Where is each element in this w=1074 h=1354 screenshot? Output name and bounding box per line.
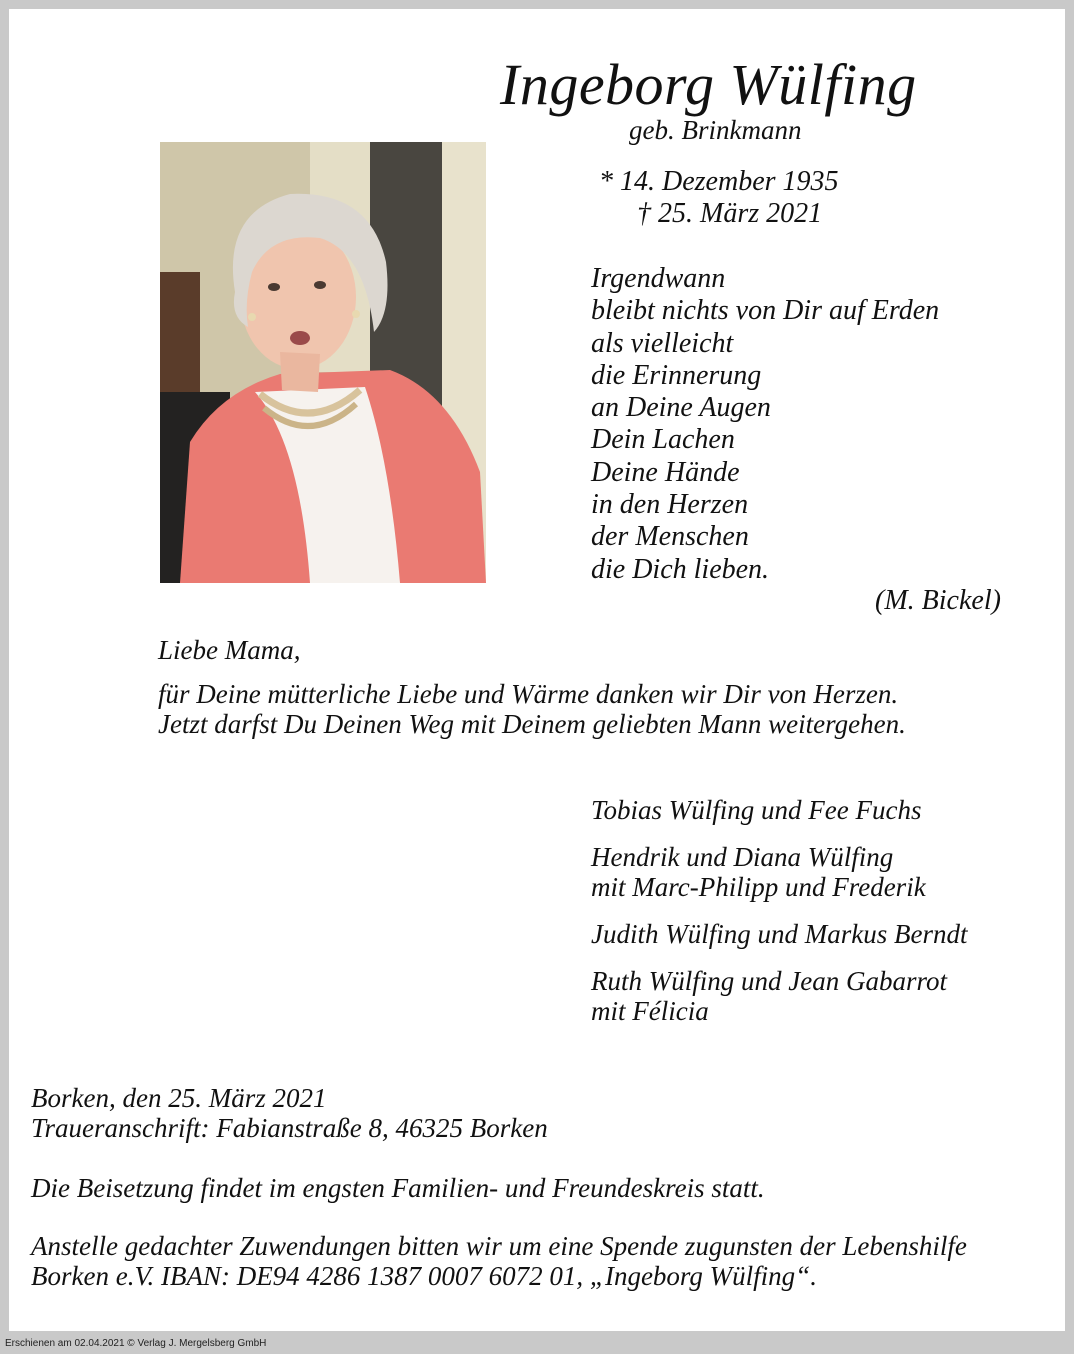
portrait-photo	[160, 142, 486, 583]
poem-line: die Erinnerung	[591, 359, 762, 391]
family-group	[591, 842, 967, 902]
poem-line: die Dich lieben.	[591, 553, 770, 585]
burial-note: Die Beisetzung findet im engsten Familien- und Freundeskreis statt.	[31, 1173, 765, 1203]
maiden-name: geb. Brinkmann	[629, 115, 802, 145]
thanks-line: Jetzt darfst Du Deinen Weg mit Deinem geliebten Mann weitergehen.	[158, 709, 906, 739]
poem-line: der Menschen	[591, 521, 749, 553]
birth-date: * 14. Dezember 1935	[599, 166, 839, 197]
portrait-image	[160, 142, 486, 583]
family-line: Tobias Wülfing und Fee Fuchs	[591, 795, 922, 825]
poem-line: an Deine Augen	[591, 392, 771, 424]
family-signatures	[591, 795, 967, 1043]
mourning-address: Traueranschrift: Fabianstraße 8, 46325 Borken	[31, 1113, 548, 1143]
poem-line: als vielleicht	[591, 327, 734, 359]
obituary-notice	[9, 9, 1065, 1331]
poem-line: Dein Lachen	[591, 424, 735, 456]
poem-line: Deine Hände	[591, 456, 740, 488]
poem-line: Irgendwann	[591, 263, 726, 294]
death-date: † 25. März 2021	[637, 198, 823, 229]
donation-line: Anstelle gedachter Zuwendungen bitten wir um eine Spende zugunsten der Lebenshilfe	[31, 1231, 967, 1261]
family-line: mit Félicia	[591, 996, 709, 1026]
poem	[591, 263, 939, 586]
poem-line: bleibt nichts von Dir auf Erden	[591, 295, 940, 327]
thanks-line: für Deine mütterliche Liebe und Wärme danken wir Dir von Herzen.	[158, 679, 899, 709]
family-line: Judith Wülfing und Markus Berndt	[591, 919, 968, 949]
thanks-message	[158, 679, 906, 739]
poem-author: (M. Bickel)	[875, 585, 1001, 616]
place-and-address	[31, 1083, 548, 1143]
family-line: Hendrik und Diana Wülfing	[591, 842, 894, 872]
greeting: Liebe Mama,	[158, 635, 301, 665]
family-line: mit Marc-Philipp und Frederik	[591, 872, 926, 902]
family-group	[591, 919, 967, 949]
donation-line: Borken e.V. IBAN: DE94 4286 1387 0007 6072 01, „Ingeborg Wülfing“.	[31, 1261, 817, 1291]
publication-footer: Erschienen am 02.04.2021 © Verlag J. Mergelsberg GmbH	[5, 1338, 267, 1349]
donation-note	[31, 1231, 967, 1291]
place-date: Borken, den 25. März 2021	[31, 1083, 327, 1113]
family-line: Ruth Wülfing und Jean Gabarrot	[591, 966, 947, 996]
deceased-name: Ingeborg Wülfing	[500, 52, 917, 117]
poem-line: in den Herzen	[591, 489, 749, 521]
family-group	[591, 966, 967, 1026]
family-group	[591, 795, 967, 825]
